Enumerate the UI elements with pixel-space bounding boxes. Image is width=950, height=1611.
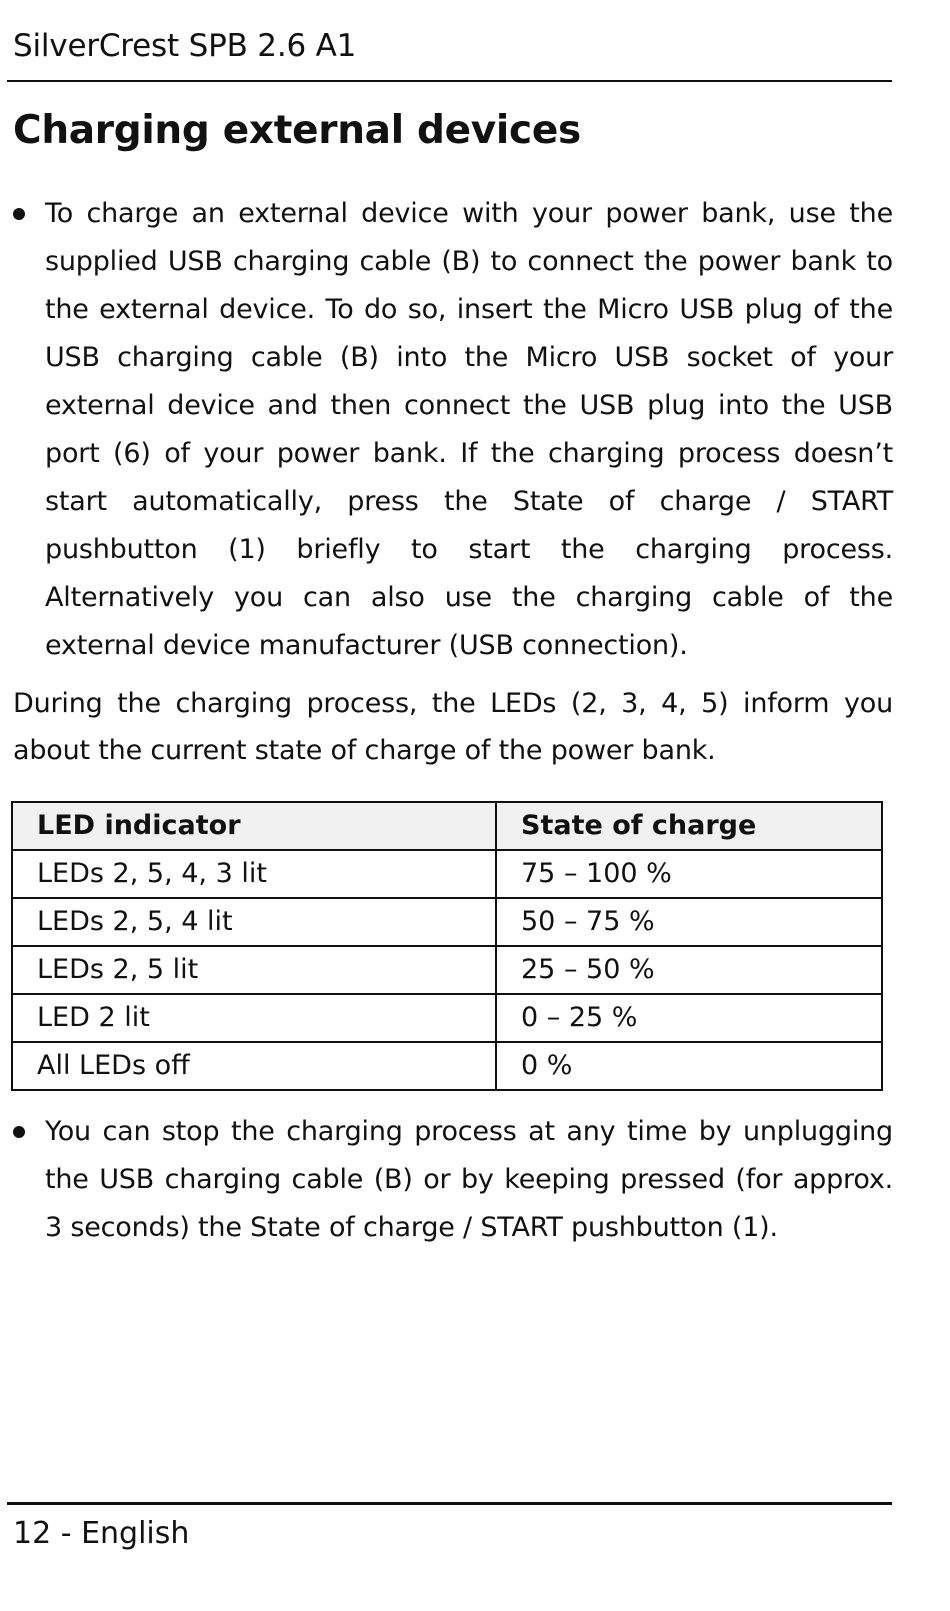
table-header-led-indicator: LED indicator	[12, 802, 496, 850]
section-heading: Charging external devices	[13, 108, 581, 153]
table-cell-led: LEDs 2, 5, 4, 3 lit	[12, 850, 496, 898]
table-cell-led: All LEDs off	[12, 1042, 496, 1090]
table-cell-charge: 75 – 100 %	[496, 850, 882, 898]
bullet-icon	[13, 1126, 25, 1138]
led-status-table	[11, 801, 883, 1091]
table-row	[12, 946, 882, 994]
table-row	[12, 850, 882, 898]
table-cell-led: LEDs 2, 5 lit	[12, 946, 496, 994]
table-header-state-of-charge: State of charge	[496, 802, 882, 850]
led-info-paragraph: During the charging process, the LEDs (2, 3, 4, 5) inform you about the current state of charge of the power bank.	[13, 688, 893, 766]
table-header-row	[12, 802, 882, 850]
table-cell-led: LEDs 2, 5, 4 lit	[12, 898, 496, 946]
bullet-icon	[13, 208, 25, 220]
footer-divider	[7, 1502, 892, 1505]
bullet-text: To charge an external device with your power bank, use the supplied USB charging cable (B) to connect the power bank to the external device. To do so, insert the Micro USB plug of the USB charging cable (B) into the Micro USB socket of your external device and then connect the USB plug into the USB port (6) of your power bank. If the charging process doesn’t start automatically, press the State of charge / START pushbutton (1) briefly to start the charging process. Alternatively you can also use the charging cable of the external device manufacturer (USB connection).	[45, 198, 893, 661]
bullet-text: You can stop the charging process at any time by unplugging the USB charging cable (B) or by keeping pressed (for approx. 3 seconds) the State of charge / START pushbutton (1).	[45, 1116, 893, 1243]
bullet-item-stop-charging	[13, 1108, 893, 1252]
page-footer: 12 - English	[13, 1516, 190, 1551]
page-header-title: SilverCrest SPB 2.6 A1	[13, 28, 357, 64]
table-cell-led: LED 2 lit	[12, 994, 496, 1042]
bullet-item-charge-instructions	[13, 190, 893, 670]
table-cell-charge: 0 – 25 %	[496, 994, 882, 1042]
table-row	[12, 1042, 882, 1090]
header-divider	[7, 80, 892, 82]
table-cell-charge: 25 – 50 %	[496, 946, 882, 994]
table-cell-charge: 50 – 75 %	[496, 898, 882, 946]
table-row	[12, 994, 882, 1042]
table-cell-charge: 0 %	[496, 1042, 882, 1090]
table-row	[12, 898, 882, 946]
